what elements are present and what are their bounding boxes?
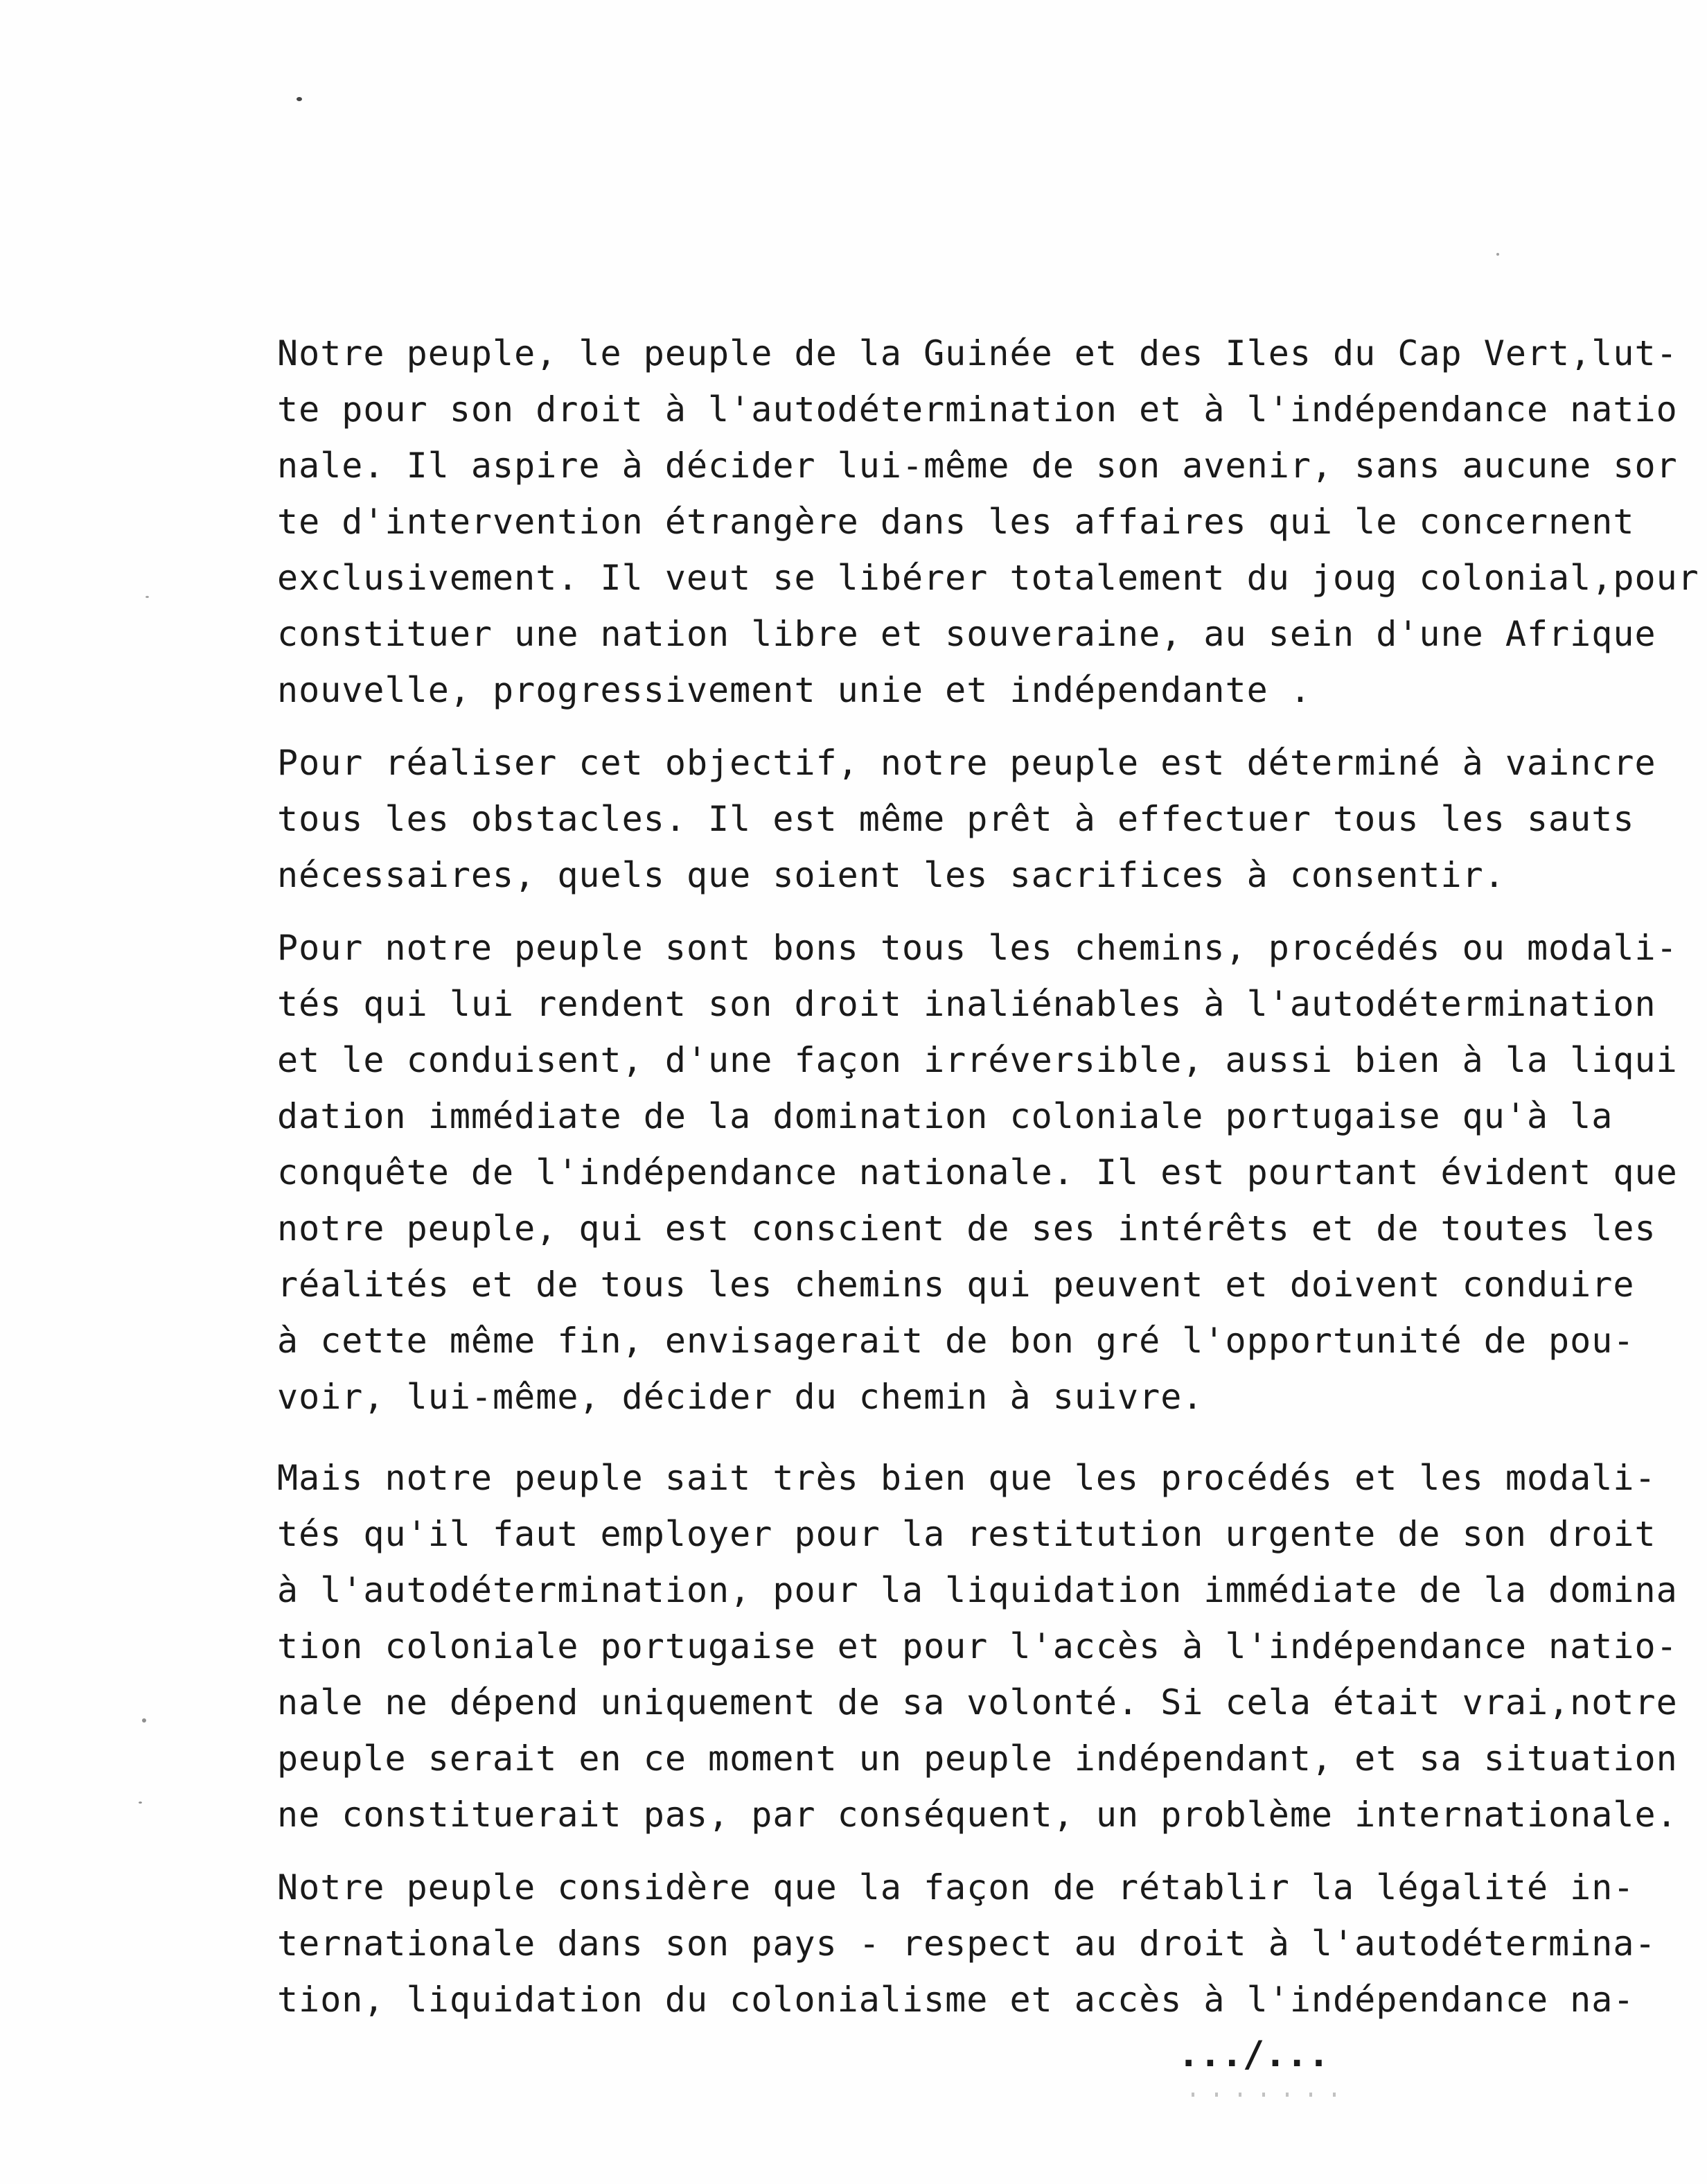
paragraph-4	[277, 1450, 1678, 1843]
continuation-mark: .../...	[1178, 2034, 1330, 2075]
text-line: tion, liquidation du colonialisme et accès à l'indépendance na-	[277, 1980, 1635, 2020]
text-line: nouvelle, progressivement unie et indépendante .	[277, 670, 1311, 710]
ink-speck	[1496, 253, 1499, 256]
paragraph-2	[277, 735, 1656, 904]
text-line: Notre peuple considère que la façon de rétablir la légalité in-	[277, 1867, 1635, 1908]
paragraph-3	[277, 920, 1678, 1425]
text-line: à l'autodétermination, pour la liquidation immédiate de la domina	[277, 1570, 1678, 1610]
text-line: tous les obstacles. Il est même prêt à effectuer tous les sauts	[277, 799, 1635, 839]
text-line: nale. Il aspire à décider lui-même de son avenir, sans aucune sor	[277, 446, 1678, 486]
text-line: tés qui lui rendent son droit inaliénables à l'autodétermination	[277, 984, 1656, 1024]
text-line: réalités et de tous les chemins qui peuvent et doivent conduire	[277, 1265, 1635, 1305]
text-line: peuple serait en ce moment un peuple indépendant, et sa situation	[277, 1738, 1678, 1779]
text-line: à cette même fin, envisagerait de bon gré l'opportunité de pou-	[277, 1321, 1635, 1361]
text-line: Pour notre peuple sont bons tous les chemins, procédés ou modali-	[277, 928, 1678, 968]
bleed-through-dots	[1192, 2093, 1351, 2097]
text-line: conquête de l'indépendance nationale. Il est pourtant évident que	[277, 1152, 1678, 1192]
text-line: et le conduisent, d'une façon irréversible, aussi bien à la liqui	[277, 1040, 1678, 1080]
text-line: constituer une nation libre et souveraine, au sein d'une Afrique	[277, 614, 1656, 654]
paragraph-spacer	[277, 1425, 1628, 1450]
ink-speck	[145, 596, 149, 598]
text-line: te pour son droit à l'autodétermination et à l'indépendance natio	[277, 389, 1678, 430]
document-body	[277, 326, 1699, 2028]
paragraph-5	[277, 1860, 1656, 2028]
paragraph-1	[277, 326, 1699, 719]
text-line: Notre peuple, le peuple de la Guinée et des Iles du Cap Vert,lut-	[277, 333, 1678, 373]
text-line: nécessaires, quels que soient les sacrifices à consentir.	[277, 855, 1505, 895]
text-line: nale ne dépend uniquement de sa volonté. Si cela était vrai,notre	[277, 1682, 1678, 1723]
ink-speck	[297, 97, 302, 101]
text-line: tés qu'il faut employer pour la restitution urgente de son droit	[277, 1514, 1656, 1554]
paragraph-spacer	[277, 719, 1628, 735]
text-line: exclusivement. Il veut se libérer totalement du joug colonial,pour	[277, 558, 1699, 598]
text-line: tion coloniale portugaise et pour l'accès à l'indépendance natio-	[277, 1626, 1678, 1666]
ink-speck	[139, 1802, 142, 1804]
paragraph-spacer	[277, 1843, 1628, 1860]
paragraph-spacer	[277, 904, 1628, 920]
text-line: Pour réaliser cet objectif, notre peuple est déterminé à vaincre	[277, 743, 1656, 783]
text-line: te d'intervention étrangère dans les affaires qui le concernent	[277, 502, 1635, 542]
text-line: ne constituerait pas, par conséquent, un problème internationale.	[277, 1795, 1678, 1835]
text-line: notre peuple, qui est conscient de ses intérêts et de toutes les	[277, 1208, 1656, 1249]
text-line: ternationale dans son pays - respect au droit à l'autodétermina-	[277, 1923, 1656, 1964]
ink-speck	[142, 1718, 146, 1723]
text-line: Mais notre peuple sait très bien que les procédés et les modali-	[277, 1458, 1656, 1498]
text-line: voir, lui-même, décider du chemin à suivre.	[277, 1377, 1204, 1417]
text-line: dation immédiate de la domination coloniale portugaise qu'à la	[277, 1096, 1613, 1136]
